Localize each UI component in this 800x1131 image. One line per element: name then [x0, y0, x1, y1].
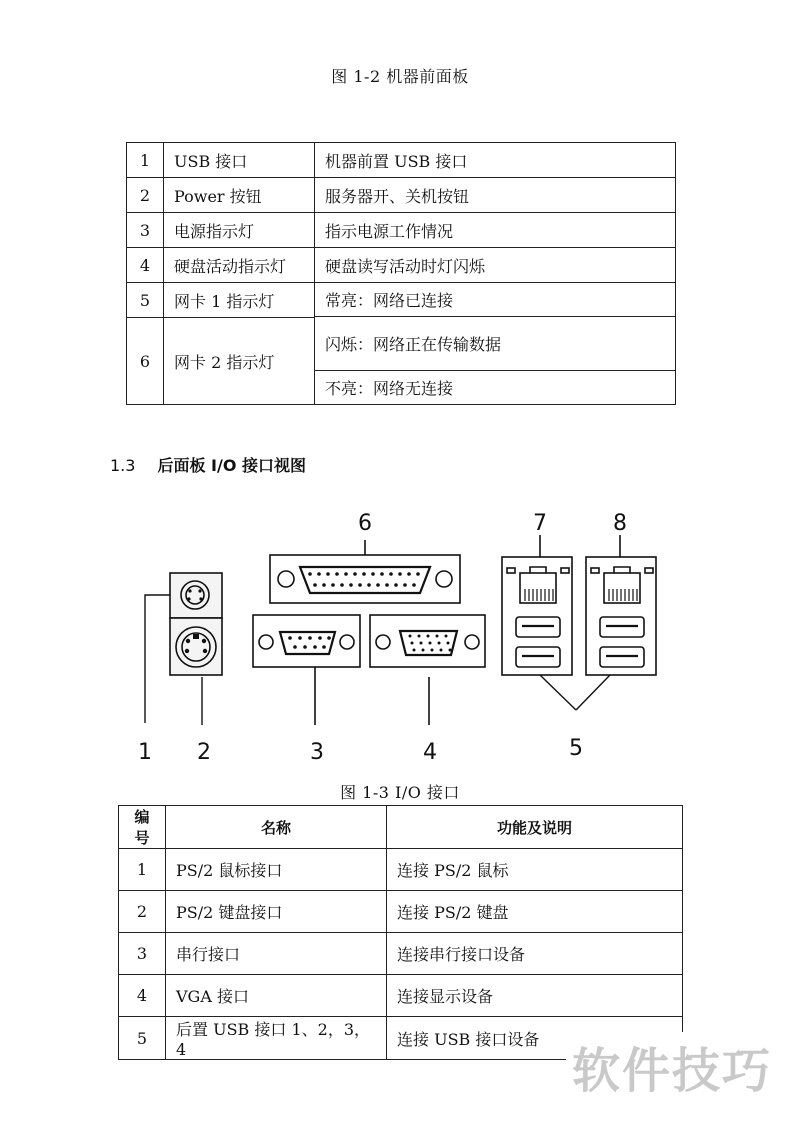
row-description: 连接 PS/2 键盘: [387, 891, 683, 933]
column-header-name: 名称: [166, 806, 387, 849]
row-number: 5: [127, 283, 164, 318]
section-heading: [110, 453, 306, 476]
row-number: 4: [119, 975, 166, 1017]
row-number: 1: [127, 143, 164, 178]
row-description: 连接串行接口设备: [387, 933, 683, 975]
lan-usb-block-7: [502, 535, 572, 675]
section-number: 1.3: [110, 456, 136, 475]
row-description: 指示电源工作情况: [315, 213, 676, 248]
row-name: Power 按钮: [164, 178, 315, 213]
table-row: [127, 178, 676, 213]
callout-2: 2: [197, 740, 211, 765]
row-name: 后置 USB 接口 1、2，3，4: [166, 1017, 387, 1060]
row-name: PS/2 鼠标接口: [166, 849, 387, 891]
row-name: 网卡 1 指示灯: [164, 283, 315, 318]
nic-state-description: 常亮：网络已连接: [315, 283, 676, 317]
ps2-ports: [170, 573, 222, 675]
row-description: 服务器开、关机按钮: [315, 178, 676, 213]
row-number: 3: [127, 213, 164, 248]
io-panel-diagram: [120, 505, 680, 767]
row-number: 4: [127, 248, 164, 283]
row-number: 2: [127, 178, 164, 213]
column-header-description: 功能及说明: [387, 806, 683, 849]
row-name: 电源指示灯: [164, 213, 315, 248]
row-number: 6: [127, 318, 164, 405]
row-description: 硬盘读写活动时灯闪烁: [315, 248, 676, 283]
callout-8: 8: [613, 511, 627, 536]
figure-caption-1-3: 图 1-3 I/O 接口: [340, 783, 460, 802]
row-name: VGA 接口: [166, 975, 387, 1017]
figure-caption-1-2: 图 1-2 机器前面板: [331, 67, 469, 86]
table-row: [119, 933, 683, 975]
table-header-row: [119, 806, 683, 849]
row-name: 硬盘活动指示灯: [164, 248, 315, 283]
parallel-port: [270, 540, 460, 603]
table-row: [127, 283, 676, 317]
row-name: 网卡 2 指示灯: [164, 318, 315, 405]
row-name: PS/2 键盘接口: [166, 891, 387, 933]
callout-5: 5: [569, 736, 583, 761]
row-number: 3: [119, 933, 166, 975]
nic-state-description: 不亮：网络无连接: [315, 371, 676, 405]
section-title: 后面板 I/O 接口视图: [157, 456, 306, 475]
callout-4: 4: [423, 740, 437, 765]
nic-state-description: 闪烁：网络正在传输数据: [315, 317, 676, 371]
callout-1: 1: [138, 740, 152, 765]
row-description: 连接 USB 接口设备: [387, 1017, 683, 1060]
front-panel-table: [126, 142, 676, 405]
row-name: USB 接口: [164, 143, 315, 178]
watermark: 软件技巧: [566, 1032, 778, 1101]
row-number: 5: [119, 1017, 166, 1060]
table-row: [119, 975, 683, 1017]
row-description: 连接显示设备: [387, 975, 683, 1017]
io-ports-table: [118, 805, 683, 1060]
row-number: 2: [119, 891, 166, 933]
table-row: [119, 891, 683, 933]
callout-7: 7: [533, 511, 547, 536]
row-description: 机器前置 USB 接口: [315, 143, 676, 178]
callout-3: 3: [310, 740, 324, 765]
row-name: 串行接口: [166, 933, 387, 975]
table-row: [127, 248, 676, 283]
column-header-number: 编号: [119, 806, 166, 849]
lan-usb-block-8: [586, 535, 656, 675]
table-row: [127, 213, 676, 248]
table-row: [127, 143, 676, 178]
callout-6: 6: [358, 511, 372, 536]
row-number: 1: [119, 849, 166, 891]
vga-port: [370, 615, 485, 725]
row-description: 连接 PS/2 鼠标: [387, 849, 683, 891]
table-row: [119, 849, 683, 891]
serial-port: [253, 615, 360, 725]
